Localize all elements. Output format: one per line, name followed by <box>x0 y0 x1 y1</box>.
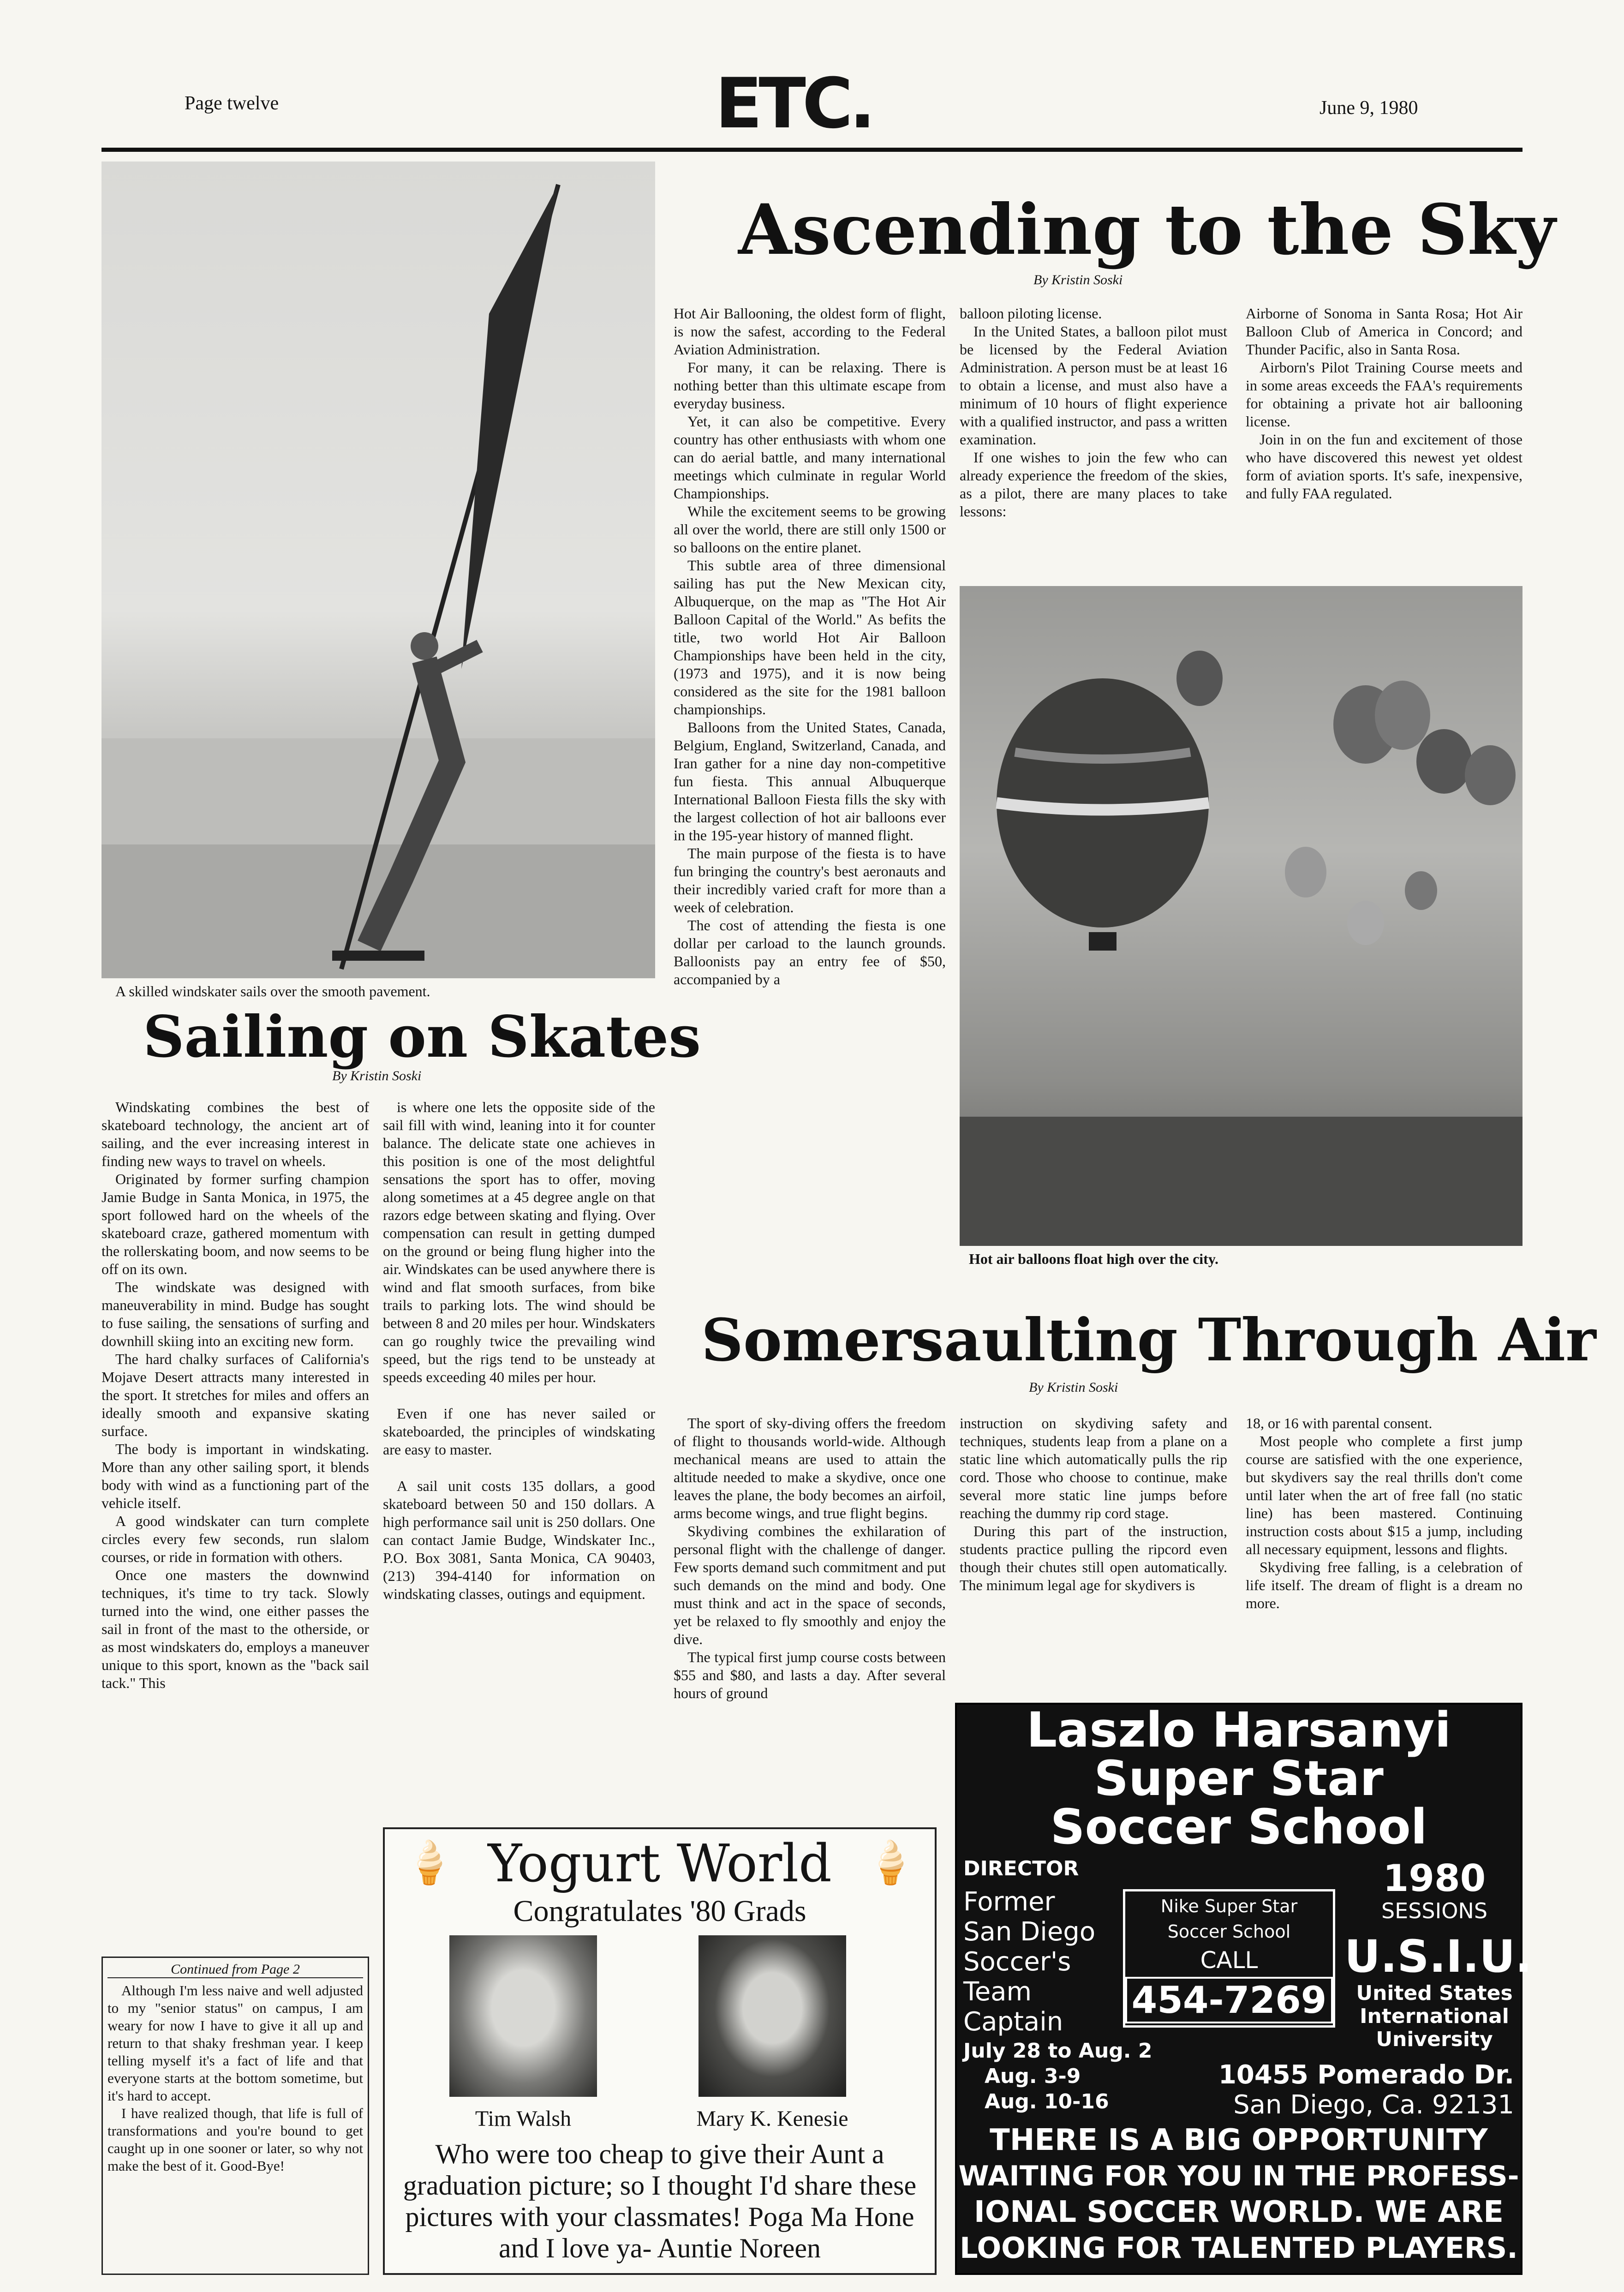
paragraph: If one wishes to join the few who can already experience the freedom of the skies, as a pilot, there are many places to take lessons: <box>960 449 1227 520</box>
sessions: SESSIONS <box>1381 1898 1488 1923</box>
box-line-1: Nike Super Star <box>1160 1896 1298 1916</box>
former-line: Captain <box>963 2007 1063 2037</box>
sailing-headline: Sailing on Skates <box>143 1004 701 1071</box>
paragraph: Skydiving free falling, is a celebration of life itself. The dream of flight is a dream no more. <box>1246 1559 1522 1611</box>
yogurt-world-ad <box>383 1827 937 2275</box>
paragraph: The body is important in windskating. More than any other sailing sport, it blends body with wind as a functioning part of the vehicle itself. <box>102 1441 369 1511</box>
ice-cream-icon: 🍦 <box>864 1840 916 1886</box>
school-abbrev: U.S.I.U. <box>1344 1931 1532 1982</box>
paragraph: I have realized though, that life is full of transformations and you're bound to get caught up in one sooner or later, so why not make the best of it. Good-Bye! <box>107 2105 363 2174</box>
paragraph: Airborn's Pilot Training Course meets and in some areas exceeds the FAA's requirements for obtaining a private hot air ballooning license. <box>1246 359 1522 430</box>
paragraph: Join in on the fun and excitement of those who have discovered this newest yet oldest form of aviation sports. It's safe, inexpensive, and fully FAA regulated. <box>1246 431 1522 502</box>
somersault-column-1 <box>674 1414 946 1702</box>
phone-number: 454-7269 <box>1125 1977 1333 2023</box>
paragraph: This subtle area of three dimensional sailing has put the New Mexican city, Albuquerque, on the map as "The Hot Air Balloon Capital of the World." As befits the title, two world Hot Air Balloon Championships have been held in the city, (1973 and 1975), and it is now being considered as the site for the 1981 balloon championships. <box>674 557 946 718</box>
windskater-photo <box>102 162 655 978</box>
paragraph: In the United States, a balloon pilot must be licensed by the Federal Aviation Administration. A person must be at least 16 to obtain a license, and must also have a minimum of 10 hours of flight experience with a qualified instructor, and pass a written examination. <box>960 323 1227 448</box>
paragraph: The cost of attending the fiesta is one dollar per carload to the launch grounds. Balloonists pay an entry fee of $50, accompanied by a <box>674 917 946 987</box>
ad-title-2: Super Star <box>1094 1750 1384 1807</box>
ice-cream-icon: 🍦 <box>403 1840 455 1886</box>
ad-title-1: Laszlo Harsanyi <box>1026 1702 1451 1758</box>
windskater-caption: A skilled windskater sails over the smooth pavement. <box>115 983 430 999</box>
paragraph: balloon piloting license. <box>960 305 1102 322</box>
banner-line: THERE IS A BIG OPPORTUNITY <box>990 2123 1488 2157</box>
paragraph: The hard chalky surfaces of California's Mojave Desert attracts many interested in the sport. It stretches for miles and offers an ideally smooth and expansive skating surface. <box>102 1351 369 1439</box>
year: 1980 <box>1383 1857 1486 1900</box>
banner-line: LOOKING FOR TALENTED PLAYERS. <box>960 2231 1518 2265</box>
call-box <box>1123 1889 1335 2028</box>
ad-subtitle: Congratulates '80 Grads <box>513 1894 806 1928</box>
paragraph: Most people who complete a first jump course are satisfied with the one experience, but skydivers say the real thrills don't come until later when the art of free fall (no static line) has been mastered. Continuing instruction costs about $15 a jump, including all necessary equipment, lessons and flights. <box>1246 1433 1522 1557</box>
banner-line: IONAL SOCCER WORLD. WE ARE <box>974 2195 1504 2229</box>
ascending-byline: By Kristin Soski <box>1033 272 1123 287</box>
paragraph: Yet, it can also be competitive. Every country has other enthusiasts with whom one can do aerial battle, and many international meetings which culminate in regular World Championships. <box>674 413 946 502</box>
paragraph: The windskate was designed with maneuverability in mind. Budge has sought to fuse sailing, the sensations of surfing and downhill skiing into an exciting new form. <box>102 1279 369 1349</box>
session-date: July 28 to Aug. 2 <box>963 2039 1152 2063</box>
page-label: Page twelve <box>185 93 279 114</box>
ascending-column-1 <box>674 305 946 988</box>
name-left: Tim Walsh <box>475 2106 572 2131</box>
paragraph: Skydiving combines the exhilaration of personal flight with the challenge of danger. Few sports demand such commitment and put such demands on the mind and body. One must think and act in the space of seconds, yet be relaxed to fly smoothly and enjoy the dive. <box>674 1523 946 1647</box>
balloons-caption: Hot air balloons float high over the city. <box>969 1251 1219 1267</box>
ascending-column-3 <box>1246 305 1522 503</box>
continued-box <box>102 1957 369 2275</box>
balloons-photo <box>960 586 1522 1246</box>
session-date: Aug. 10-16 <box>985 2090 1109 2113</box>
ad-message: Who were too cheap to give their Aunt a graduation picture; so I thought I'd share these pictures with your classmates! Poga Ma Hone and I love ya- Auntie Noreen <box>403 2139 917 2263</box>
paragraph: A sail unit costs 135 dollars, a good skateboard between 50 and 150 dollars. A high performance sail unit is 250 dollars. One can contact Jamie Budge, Windskater Inc., P.O. Box 3081, Santa Monica, CA 90403, (213) 394-4140 for information on windskating classes, outings and equipment. <box>383 1478 655 1602</box>
name-right: Mary K. Kenesie <box>696 2106 848 2131</box>
ad-title: Yogurt World <box>488 1834 832 1894</box>
paragraph: The typical first jump course costs between $55 and $80, and lasts a day. After several hours of ground <box>674 1649 946 1701</box>
former-line: Former <box>963 1887 1055 1917</box>
ascending-column-2 <box>960 305 1227 521</box>
paragraph: instruction on skydiving safety and techniques, students leap from a plane on a static line which automatically pulls the rip cord. Those who choose to continue, make several more static line jumps before reaching the dummy rip cord stage. <box>960 1415 1227 1521</box>
paragraph: The sport of sky-diving offers the freedom of flight to thousands world-wide. Although mechanical means are used to attain the altitude needed to make a skydive, once one leaves the plane, the body becomes an airfoil, arms become wings, and true flight begins. <box>674 1415 946 1521</box>
school-name-line: International <box>1360 2005 1509 2028</box>
somersault-column-3 <box>1246 1414 1522 1612</box>
somersault-byline: By Kristin Soski <box>1029 1380 1118 1395</box>
paragraph: Although I'm less naive and well adjusted to my "senior status" on campus, I am weary for now I have to give it all up and return to that shaky freshman year. I keep telling myself it's a fact of life and that everyone starts at the bottom sometime, but it's hard to accept. <box>107 1982 363 2104</box>
sailing-column-2 <box>383 1098 655 1603</box>
header-rule <box>102 148 1522 152</box>
sailing-column-1 <box>102 1098 369 1692</box>
logo-text: ETC. <box>715 64 872 144</box>
school-name-line: University <box>1376 2028 1493 2051</box>
somersault-headline: Somersaulting Through Air <box>701 1306 1596 1374</box>
portrait-tim <box>449 1935 597 2097</box>
director-label: DIRECTOR <box>963 1857 1079 1880</box>
address-line: 10455 Pomerado Dr. <box>1218 2060 1514 2090</box>
paragraph: During this part of the instruction, students practice pulling the ripcord even though their chutes still open automatically. The minimum legal age for skydivers is <box>960 1523 1227 1593</box>
paragraph: 18, or 16 with parental consent. <box>1246 1415 1433 1431</box>
soccer-school-ad <box>955 1702 1532 2275</box>
ascending-headline: Ascending to the Sky <box>738 189 1556 270</box>
sailing-byline: By Kristin Soski <box>332 1068 422 1083</box>
paragraph: For many, it can be relaxing. There is nothing better than this ultimate escape from everyday business. <box>674 359 946 412</box>
box-line-2: Soccer School <box>1167 1921 1291 1942</box>
paragraph: A good windskater can turn complete circles every few seconds, run slalom courses, or ride in formation with others. <box>102 1513 369 1565</box>
masthead-logo <box>715 64 872 144</box>
somersault-column-2 <box>960 1414 1227 1594</box>
paragraph: Airborne of Sonoma in Santa Rosa; Hot Air Balloon Club of America in Concord; and Thunder Pacific, also in Santa Rosa. <box>1246 305 1522 358</box>
paragraph: Balloons from the United States, Canada, Belgium, England, Switzerland, Canada, and Iran gather for a nine day non-competitive fun fiesta. This annual Albuquerque International Balloon Fiesta fills the sky with the largest collection of hot air balloons ever in the 195-year history of manned flight. <box>674 719 946 844</box>
box-line-3: CALL <box>1200 1947 1258 1974</box>
banner-line: WAITING FOR YOU IN THE PROFESS- <box>958 2160 1519 2192</box>
paragraph: The main purpose of the fiesta is to have fun bringing the country's best aeronauts and their incredibly varied craft for more than a week of celebration. <box>674 845 946 916</box>
paragraph: Once one masters the downwind techniques, it's time to try tack. Slowly turned into the wind, one either passes the sail in front of the mast to the otherside, or as most windskaters do, employs a maneuver unique to this sport, known as the "back sail tack." This <box>102 1567 369 1691</box>
ad-title-3: Soccer School <box>1050 1799 1427 1855</box>
paragraph: Even if one has never sailed or skateboarded, the principles of windskating are easy to master. <box>383 1405 655 1458</box>
portrait-mary <box>699 1935 846 2097</box>
paragraph: While the excitement seems to be growing all over the world, there are still only 1500 or so balloons on the entire planet. <box>674 503 946 556</box>
address-line: San Diego, Ca. 92131 <box>1233 2090 1514 2120</box>
issue-date: June 9, 1980 <box>1320 97 1418 119</box>
paragraph: Originated by former surfing champion Jamie Budge in Santa Monica, in 1975, the sport followed hard on the wheels of the skateboard craze, gathered momentum with the rollerskating boom, and now seems to be off on its own. <box>102 1171 369 1277</box>
former-line: San Diego <box>963 1917 1096 1947</box>
school-name-line: United States <box>1356 1981 1513 2005</box>
continued-label: Continued from Page 2 <box>107 1962 363 1978</box>
paragraph: is where one lets the opposite side of the sail fill with wind, leaning into it for counter balance. The delicate state one achieves in this position is one of the most delightful sensations the sport has to offer, moving along sometimes at a 45 degree angle on that razors edge between skating and flying. Over compensation can result in getting dumped on the ground or being flung higher into the air. Windskates can be used anywhere there is wind and flat smooth surfaces, from bike trails to parking lots. The wind should be between 8 and 20 miles per hour. Windskaters can go roughly twice the prevailing wind speed, but the rigs tend to be unsteady at speeds exceeding 40 miles per hour. <box>383 1099 655 1385</box>
session-date: Aug. 3-9 <box>985 2065 1081 2088</box>
former-line: Team <box>963 1977 1032 2007</box>
paragraph: Windskating combines the best of skateboard technology, the ancient art of sailing, and the ever increasing interest in finding new ways to travel on wheels. <box>102 1099 369 1169</box>
former-line: Soccer's <box>963 1947 1071 1977</box>
paragraph: Hot Air Ballooning, the oldest form of flight, is now the safest, according to the Federal Aviation Administration. <box>674 305 946 358</box>
